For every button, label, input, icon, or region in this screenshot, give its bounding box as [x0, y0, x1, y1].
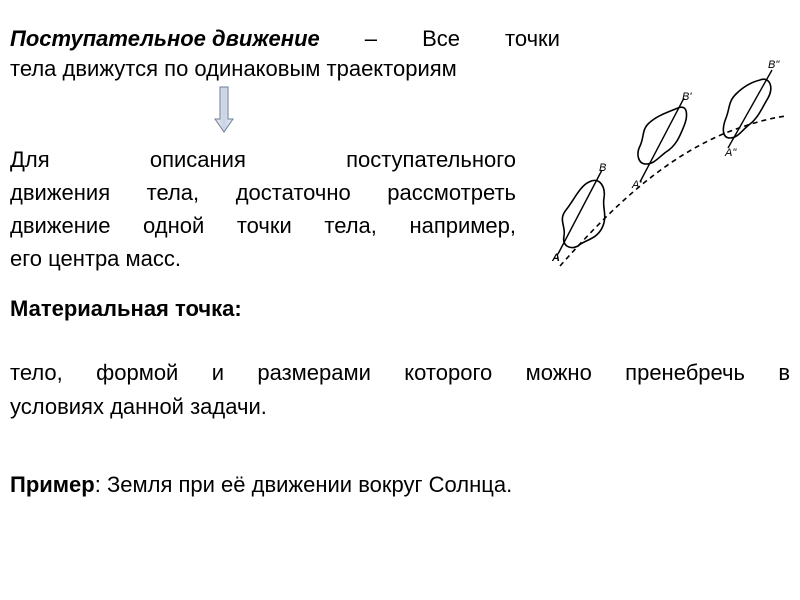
description-word: тела,: [146, 180, 200, 205]
definition-word: пренебречь: [625, 360, 745, 385]
description-paragraph: [10, 143, 516, 275]
definition-word: можно: [525, 360, 592, 385]
material-point-line-2: условиях данной задачи.: [10, 394, 267, 419]
description-word: рассмотреть: [387, 180, 516, 205]
definition-word: в: [778, 360, 791, 385]
description-line-1: [10, 143, 516, 176]
down-arrow-icon: [214, 86, 234, 134]
label-a: A: [552, 252, 560, 264]
label-a2: A": [725, 147, 737, 159]
translational-term: Поступательное движение: [10, 26, 320, 51]
definition-word: размерами: [257, 360, 371, 385]
material-point-line-1: [10, 356, 790, 390]
translational-motion-figure: [548, 52, 788, 274]
description-word: например,: [409, 213, 516, 238]
description-word: точки: [236, 213, 292, 238]
definition-word: которого: [404, 360, 493, 385]
definition-word: и: [211, 360, 225, 385]
description-line-2: [10, 176, 516, 209]
body-position-3: [723, 79, 770, 138]
trajectory-curve: [560, 116, 786, 266]
description-word: поступательного: [346, 147, 516, 172]
label-b2: B": [768, 59, 780, 71]
description-word: описания: [149, 147, 246, 172]
material-point-heading: Материальная точка:: [10, 296, 242, 321]
body-position-2: [638, 107, 686, 164]
translational-definition: [10, 24, 560, 84]
description-line-3: [10, 209, 516, 242]
label-b: B: [599, 162, 607, 174]
translational-rest-3: точки: [505, 26, 560, 51]
description-line-4: его центра масс.: [10, 246, 181, 271]
translational-rest-2: Все: [422, 26, 460, 51]
definition-word: формой: [96, 360, 179, 385]
description-word: достаточно: [235, 180, 351, 205]
example-line: [10, 470, 512, 500]
example-label: Пример: [10, 472, 95, 497]
segment-a2b2: [728, 70, 772, 148]
description-word: движения: [10, 180, 111, 205]
definition-word: тело,: [10, 360, 63, 385]
label-a1: A': [632, 179, 642, 191]
translational-rest-1: –: [364, 26, 378, 51]
example-text: : Земля при её движении вокруг Солнца.: [94, 472, 513, 497]
translational-line2: тела движутся по одинаковым траекториям: [10, 56, 457, 81]
translational-line1: [10, 24, 560, 54]
description-word: движение: [10, 213, 111, 238]
material-point-definition: [10, 356, 790, 424]
label-b1: B': [682, 91, 692, 103]
description-word: тела,: [324, 213, 377, 238]
description-word: Для: [10, 147, 50, 172]
body-position-1: [562, 180, 604, 247]
description-word: одной: [143, 213, 205, 238]
